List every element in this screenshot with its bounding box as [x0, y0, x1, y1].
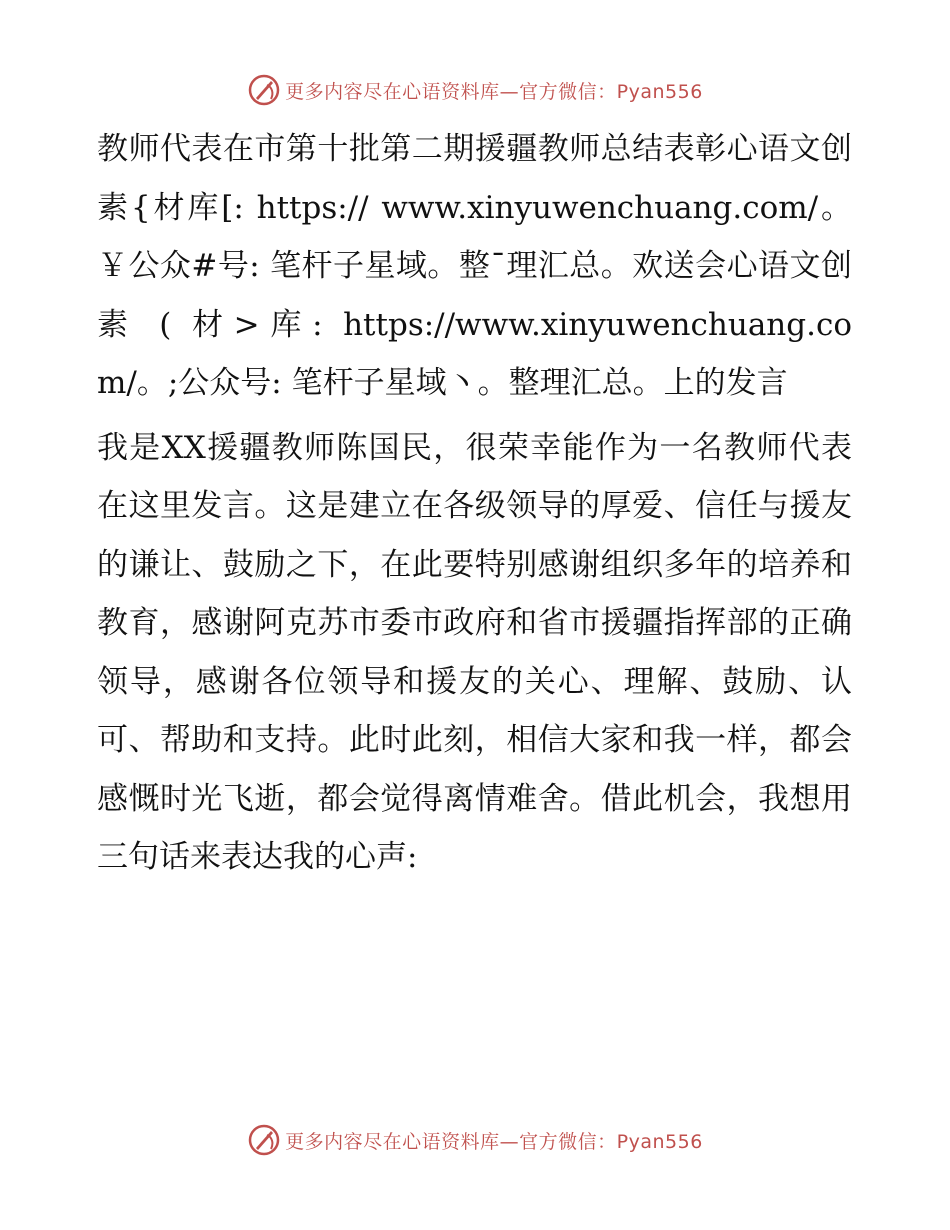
- quill-logo-icon: [247, 73, 281, 107]
- quill-logo-icon: [247, 1123, 281, 1157]
- paragraph-speech: 我是XX援疆教师陈国民，很荣幸能作为一名教师代表在这里发言。这是建立在各级领导的厚爱、信任与援友的谦让、鼓励之下，在此要特别感谢组织多年的培养和教育，感谢阿克苏市委市政府和省市援疆指挥部的正确领导，感谢各位领导和援友的关心、理解、鼓励、认可、帮助和支持。此时此刻，相信大家和我一样，都会感慨时光飞逝，都会觉得离情难舍。借此机会，我想用三句话来表达我的心声:: [97, 429, 852, 875]
- paragraph-title: 教师代表在市第十批第二期援疆教师总结表彰心语文创素{材库[: https:// www.xinyuwenchuang.com/。￥公众#号: 笔杆子星域。整¯理汇总。欢送会心语文创素 ( 材>库: https://www.xinyuwenchuang.com/。;公众号: 笔杆子星域丶。整理汇总。上的发言: [97, 131, 852, 401]
- banner-text: 更多内容尽在心语资料库—官方微信：Pyan556: [285, 80, 703, 103]
- banner-text: 更多内容尽在心语资料库—官方微信：Pyan556: [285, 1130, 703, 1153]
- header-banner: [0, 70, 950, 110]
- document-body: [97, 120, 852, 887]
- footer-banner: [0, 1120, 950, 1160]
